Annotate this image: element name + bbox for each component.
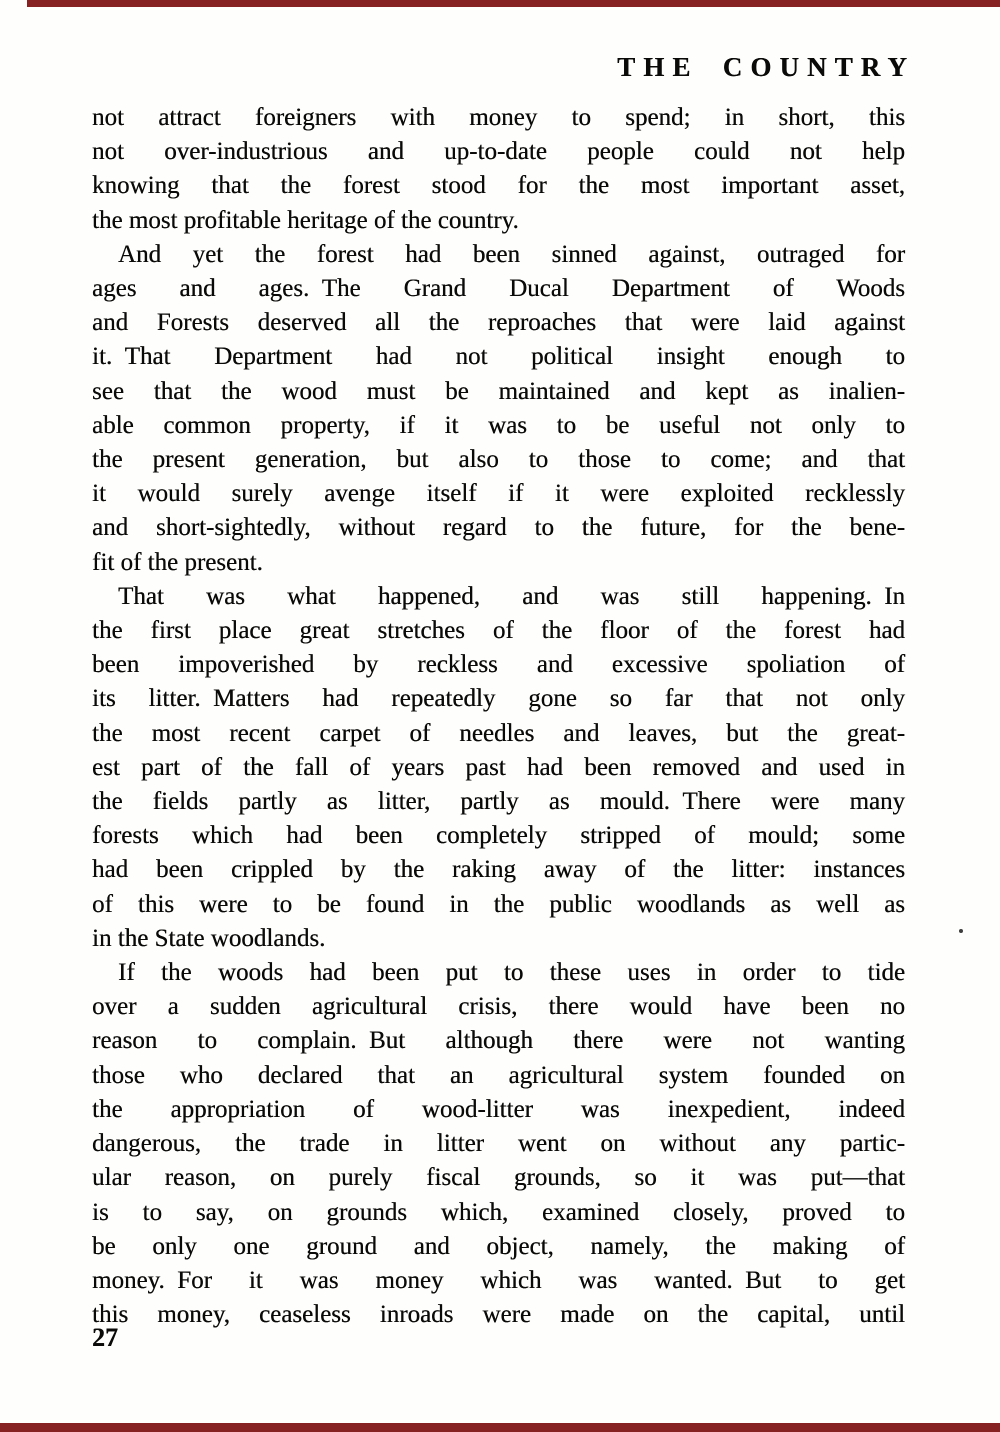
text-line: it. That Department had not political insight enough to bbox=[92, 343, 905, 371]
text-line: and Forests deserved all the reproaches that were laid against bbox=[92, 309, 905, 337]
text-line: had been crippled by the raking away of the litter: instances bbox=[92, 856, 905, 884]
binding-edge-top bbox=[27, 0, 1000, 7]
scan-speck bbox=[959, 929, 963, 933]
text-line: the first place great stretches of the floor of the forest had bbox=[92, 617, 905, 645]
text-line: be only one ground and object, namely, the making of bbox=[92, 1232, 905, 1260]
text-line: and short-sightedly, without regard to the future, for the bene- bbox=[92, 514, 905, 542]
text-line: ular reason, on purely fiscal grounds, so it was put—that bbox=[92, 1164, 905, 1192]
text-line: in the State woodlands. bbox=[92, 924, 326, 952]
page-number: 27 bbox=[92, 1323, 118, 1352]
text-line: able common property, if it was to be useful not only to bbox=[92, 411, 905, 439]
text-line: this money, ceaseless inroads were made on the capital, until bbox=[92, 1301, 905, 1329]
text-line: knowing that the forest stood for the most important asset, bbox=[92, 172, 905, 200]
text-line: of this were to be found in the public woodlands as well as bbox=[92, 890, 905, 918]
text-line: it would surely avenge itself if it were exploited recklessly bbox=[92, 480, 905, 508]
text-line: the appropriation of wood-litter was inexpedient, indeed bbox=[92, 1095, 905, 1123]
text-line: That was what happened, and was still happening. In bbox=[118, 582, 905, 610]
paragraph bbox=[92, 101, 905, 238]
text-line: dangerous, the trade in litter went on without any partic- bbox=[92, 1130, 905, 1158]
text-line: If the woods had been put to these uses in order to tide bbox=[118, 959, 905, 987]
text-line: the fields partly as litter, partly as mould. There were many bbox=[92, 788, 905, 816]
text-line: the present generation, but also to those to come; and that bbox=[92, 446, 905, 474]
text-line: not attract foreigners with money to spend; in short, this bbox=[92, 104, 905, 131]
text-line: over a sudden agricultural crisis, there would have been no bbox=[92, 993, 905, 1021]
text-line: forests which had been completely stripped of mould; some bbox=[92, 822, 905, 850]
text-block bbox=[92, 101, 905, 1332]
text-line: reason to complain. But although there were not wanting bbox=[92, 1027, 905, 1055]
text-line: see that the wood must be maintained and kept as inalien- bbox=[92, 377, 905, 405]
text-line: the most profitable heritage of the country. bbox=[92, 206, 519, 234]
text-line: ages and ages. The Grand Ducal Department of Woods bbox=[92, 275, 905, 303]
text-line: its litter. Matters had repeatedly gone so far that not only bbox=[92, 685, 905, 713]
paragraph bbox=[92, 580, 905, 956]
text-line: those who declared that an agricultural system founded on bbox=[92, 1061, 905, 1089]
text-line: fit of the present. bbox=[92, 548, 263, 576]
text-line: And yet the forest had been sinned against, outraged for bbox=[118, 240, 905, 268]
text-line: not over-industrious and up-to-date people could not help bbox=[92, 138, 905, 166]
text-line: been impoverished by reckless and excessive spoliation of bbox=[92, 651, 905, 679]
paragraph bbox=[92, 956, 905, 1332]
paragraph bbox=[92, 238, 905, 580]
text-line: money. For it was money which was wanted. But to get bbox=[92, 1266, 905, 1294]
text-line: the most recent carpet of needles and leaves, but the great- bbox=[92, 719, 905, 747]
text-line: is to say, on grounds which, examined closely, proved to bbox=[92, 1198, 905, 1226]
binding-edge-bottom bbox=[0, 1423, 1000, 1432]
running-header: THE COUNTRY bbox=[617, 52, 915, 82]
text-line: est part of the fall of years past had been removed and used in bbox=[92, 753, 905, 781]
